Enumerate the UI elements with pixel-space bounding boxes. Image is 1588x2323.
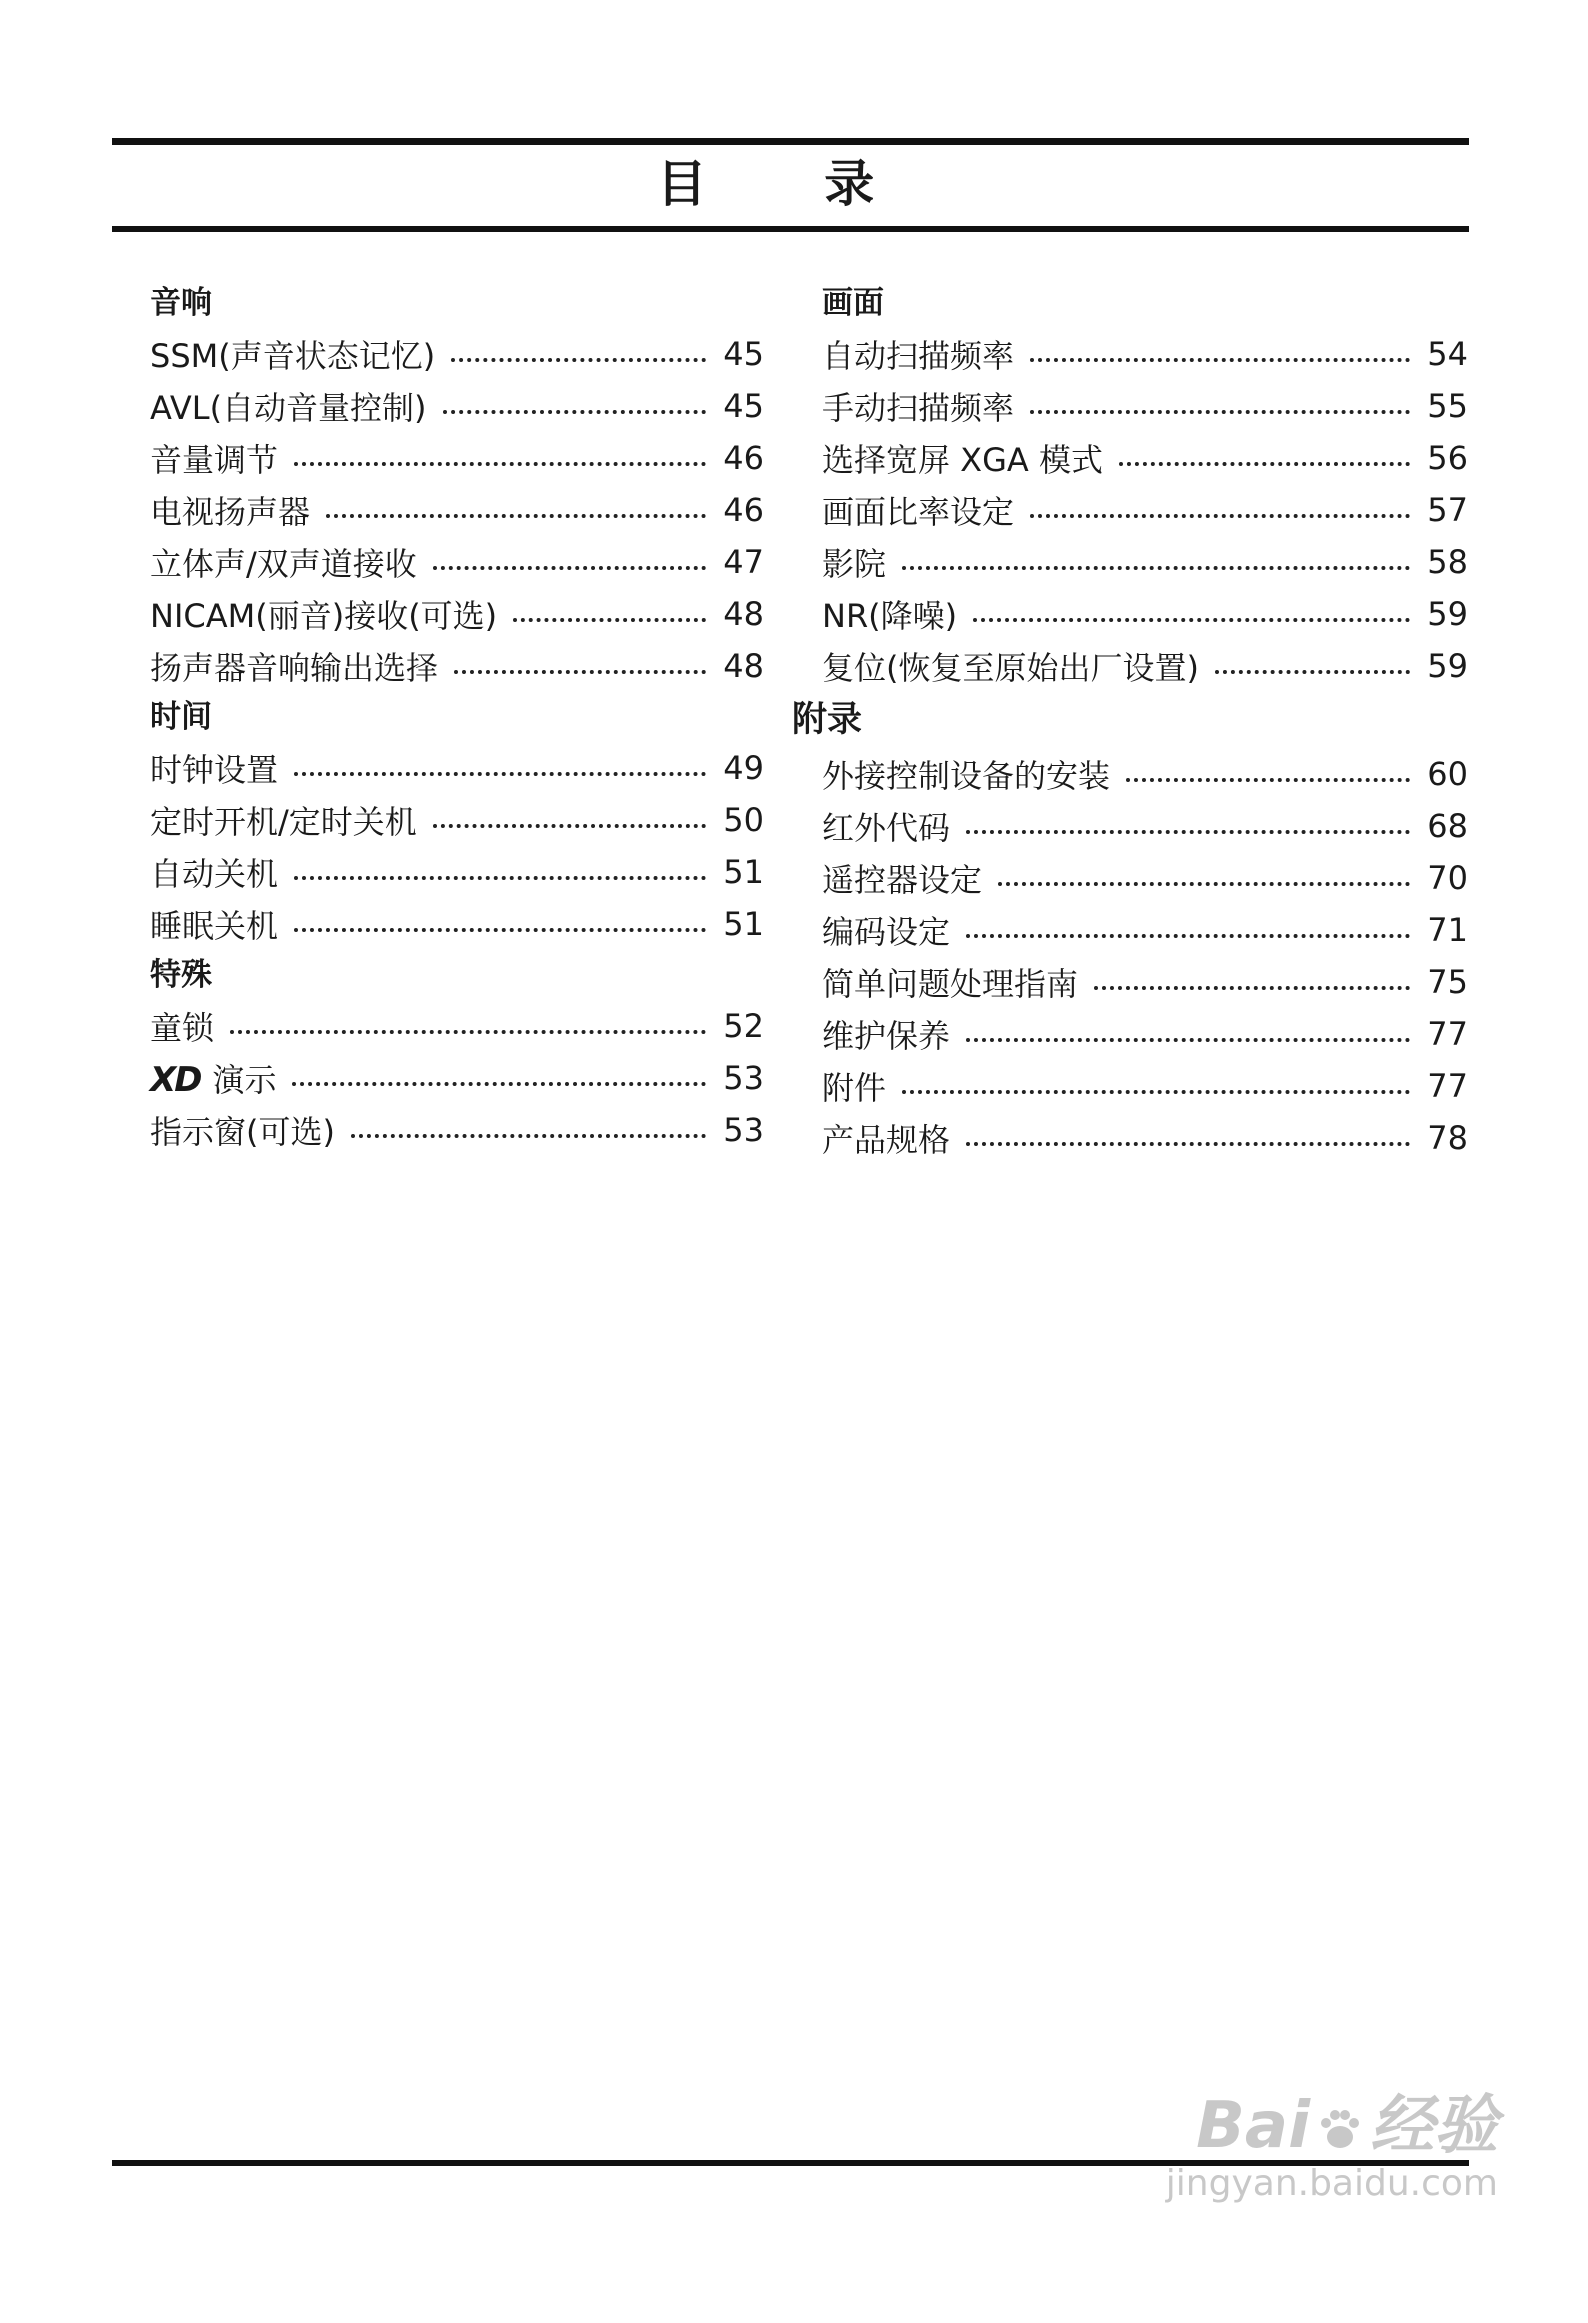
watermark-logo-right: 经验 [1370,2089,1498,2163]
dot-leader [902,1090,1410,1094]
toc-entry-text: 编码设定 [822,913,951,951]
toc-entry[interactable] [822,640,1468,692]
toc-entry[interactable] [150,742,764,794]
toc-entry-text: 立体声/双声道接收 [150,545,417,583]
dot-leader [443,410,706,414]
dot-leader [966,934,1410,938]
dot-leader [998,882,1410,886]
toc-page-number: 59 [1427,647,1468,685]
toc-entry-label [822,539,886,585]
toc-page-number: 77 [1427,1015,1468,1053]
xd-logo-icon: XD [150,1060,201,1100]
toc-entry-text: SSM(声音状态记忆) [150,337,436,375]
toc-entry[interactable] [150,536,764,588]
section-heading: 附录 [792,700,863,740]
dot-leader [1215,670,1410,674]
toc-entry-text: 睡眠关机 [150,907,279,945]
dot-leader [513,618,706,622]
toc-page-number: 71 [1427,911,1468,949]
toc-page-number: 68 [1427,807,1468,845]
dot-leader [973,618,1410,622]
toc-entry-text: 维护保养 [822,1017,951,1055]
toc-entry-text: 音量调节 [150,441,279,479]
toc-page-number: 59 [1427,595,1468,633]
toc-entry[interactable] [822,484,1468,536]
dot-leader [230,1030,706,1034]
dot-leader [1119,462,1410,466]
toc-entry[interactable] [822,1008,1468,1060]
toc-entry-label [150,643,438,689]
dot-leader [966,1142,1410,1146]
toc-entry-label [150,1055,276,1101]
toc-entry[interactable] [822,432,1468,484]
toc-entry[interactable] [822,956,1468,1008]
toc-entry-label [822,855,982,901]
toc-page-number: 56 [1427,439,1468,477]
toc-entry-label [822,487,1014,533]
toc-entry[interactable] [150,640,764,692]
dot-leader [1030,358,1410,362]
toc-page-number: 47 [723,543,764,581]
toc-page-number: 58 [1427,543,1468,581]
toc-entry[interactable] [822,748,1468,800]
dot-leader [902,566,1410,570]
toc-entry-label [822,591,957,637]
toc-entry[interactable] [150,588,764,640]
toc-entry-label [150,901,278,947]
toc-entry-text: AVL(自动音量控制) [150,389,427,427]
top-rule [112,138,1469,145]
title-underline [112,226,1469,232]
toc-page-number: 46 [723,491,764,529]
toc-page-number: 45 [723,335,764,373]
toc-entry[interactable] [150,380,764,432]
toc-entry-text: 外接控制设备的安装 [822,757,1111,795]
toc-entry-text: 自动扫描频率 [822,337,1015,375]
toc-entry-text: 画面比率设定 [822,493,1015,531]
toc-page-number: 53 [723,1111,764,1149]
toc-entry-label [822,643,1199,689]
watermark-logo-left: Bai [1196,2089,1310,2163]
toc-entry[interactable] [822,536,1468,588]
baidu-jingyan-watermark [1166,2090,1498,2206]
toc-entry-label [150,487,310,533]
toc-entry-label [150,591,497,637]
toc-entry[interactable] [822,1060,1468,1112]
dot-leader [351,1134,706,1138]
toc-entry-label [150,1107,335,1153]
toc-entry-label [822,331,1014,377]
dot-leader [1030,514,1410,518]
paw-icon [1314,2103,1366,2155]
toc-page-number: 45 [723,387,764,425]
section-heading: 音响 [150,285,212,321]
toc-page-number: 60 [1427,755,1468,793]
toc-right-column [792,278,1468,1164]
toc-entry[interactable] [822,904,1468,956]
toc-entry[interactable] [150,794,764,846]
toc-entry-text: 指示窗(可选) [150,1113,335,1151]
toc-entry[interactable] [150,1000,764,1052]
toc-entry-label [822,907,950,953]
toc-entry-label [822,959,1078,1005]
section-heading: 特殊 [150,957,212,993]
toc-entry-label [150,849,278,895]
toc-page-number: 54 [1427,335,1468,373]
toc-entry-label [822,1063,886,1109]
toc-page-number: 46 [723,439,764,477]
toc-entry-text: 复位(恢复至原始出厂设置) [822,649,1199,687]
toc-page-number: 53 [723,1059,764,1097]
toc-entry[interactable] [150,484,764,536]
dot-leader [294,462,706,466]
dot-leader [294,772,706,776]
dot-leader [433,566,706,570]
toc-entry-label [822,383,1014,429]
dot-leader [451,358,706,362]
toc-entry[interactable] [150,1104,764,1156]
toc-entry-text: 扬声器音响输出选择 [150,649,439,687]
toc-entry[interactable] [822,588,1468,640]
toc-entry[interactable] [822,380,1468,432]
toc-entry[interactable] [822,328,1468,380]
toc-entry[interactable] [822,800,1468,852]
toc-entry-text: 遥控器设定 [822,861,983,899]
dot-leader [294,928,706,932]
toc-entry-text: 影院 [822,545,887,583]
toc-page-number: 78 [1427,1119,1468,1157]
dot-leader [326,514,706,518]
toc-page-number: 51 [723,905,764,943]
toc-entry-label [150,435,278,481]
watermark-url: jingyan.baidu.com [1165,2163,1498,2204]
toc-page-number: 55 [1427,387,1468,425]
toc-entry[interactable] [150,328,764,380]
toc-left-column [150,278,764,1156]
toc-entry-label [150,1003,214,1049]
toc-entry-label [150,539,417,585]
toc-entry-label [150,383,427,429]
dot-leader [433,824,706,828]
toc-entry-text: 定时开机/定时关机 [150,803,417,841]
dot-leader [966,830,1410,834]
toc-entry-text: 自动关机 [150,855,279,893]
toc-page-number: 48 [723,647,764,685]
toc-entry-label [150,331,435,377]
toc-entry-text: 附件 [822,1069,887,1107]
toc-entry[interactable] [822,852,1468,904]
toc-page-number: 75 [1427,963,1468,1001]
toc-entry-text: 简单问题处理指南 [822,965,1079,1003]
toc-entry-label [822,751,1110,797]
section-heading: 画面 [822,285,884,321]
toc-entry-text: 演示 [212,1061,277,1099]
toc-entry[interactable] [150,1052,764,1104]
dot-leader [1030,410,1410,414]
toc-page-number: 49 [723,749,764,787]
toc-entry-text: NR(降噪) [822,597,958,635]
dot-leader [1094,986,1410,990]
toc-entry-text: 红外代码 [822,809,951,847]
toc-page-number: 50 [723,801,764,839]
dot-leader [294,876,706,880]
watermark-logo [1166,2090,1498,2162]
toc-page-number: 70 [1427,859,1468,897]
toc-entry[interactable] [150,898,764,950]
dot-leader [292,1082,706,1086]
dot-leader [966,1038,1410,1042]
toc-page-number: 52 [723,1007,764,1045]
toc-entry-label [822,435,1103,481]
toc-page-number: 57 [1427,491,1468,529]
section-heading: 时间 [150,699,212,735]
toc-entry-label [150,745,278,791]
page-title: 目 录 [656,155,925,213]
toc-page-number: 51 [723,853,764,891]
toc-entry[interactable] [822,1112,1468,1164]
toc-entry-text: NICAM(丽音)接收(可选) [150,597,498,635]
toc-entry-text: 童锁 [150,1009,215,1047]
toc-entry-label [150,797,417,843]
toc-entry[interactable] [150,846,764,898]
toc-entry-text: 产品规格 [822,1121,951,1159]
toc-page-number: 77 [1427,1067,1468,1105]
toc-entry-label [822,1011,950,1057]
toc-entry-text: 电视扬声器 [150,493,311,531]
dot-leader [1126,778,1410,782]
toc-entry-label [822,803,950,849]
toc-entry[interactable] [150,432,764,484]
toc-page-number: 48 [723,595,764,633]
toc-entry-label [822,1115,950,1161]
toc-entry-text: 时钟设置 [150,751,279,789]
toc-entry-text: 选择宽屏 XGA 模式 [822,441,1103,479]
dot-leader [454,670,706,674]
toc-entry-text: 手动扫描频率 [822,389,1015,427]
